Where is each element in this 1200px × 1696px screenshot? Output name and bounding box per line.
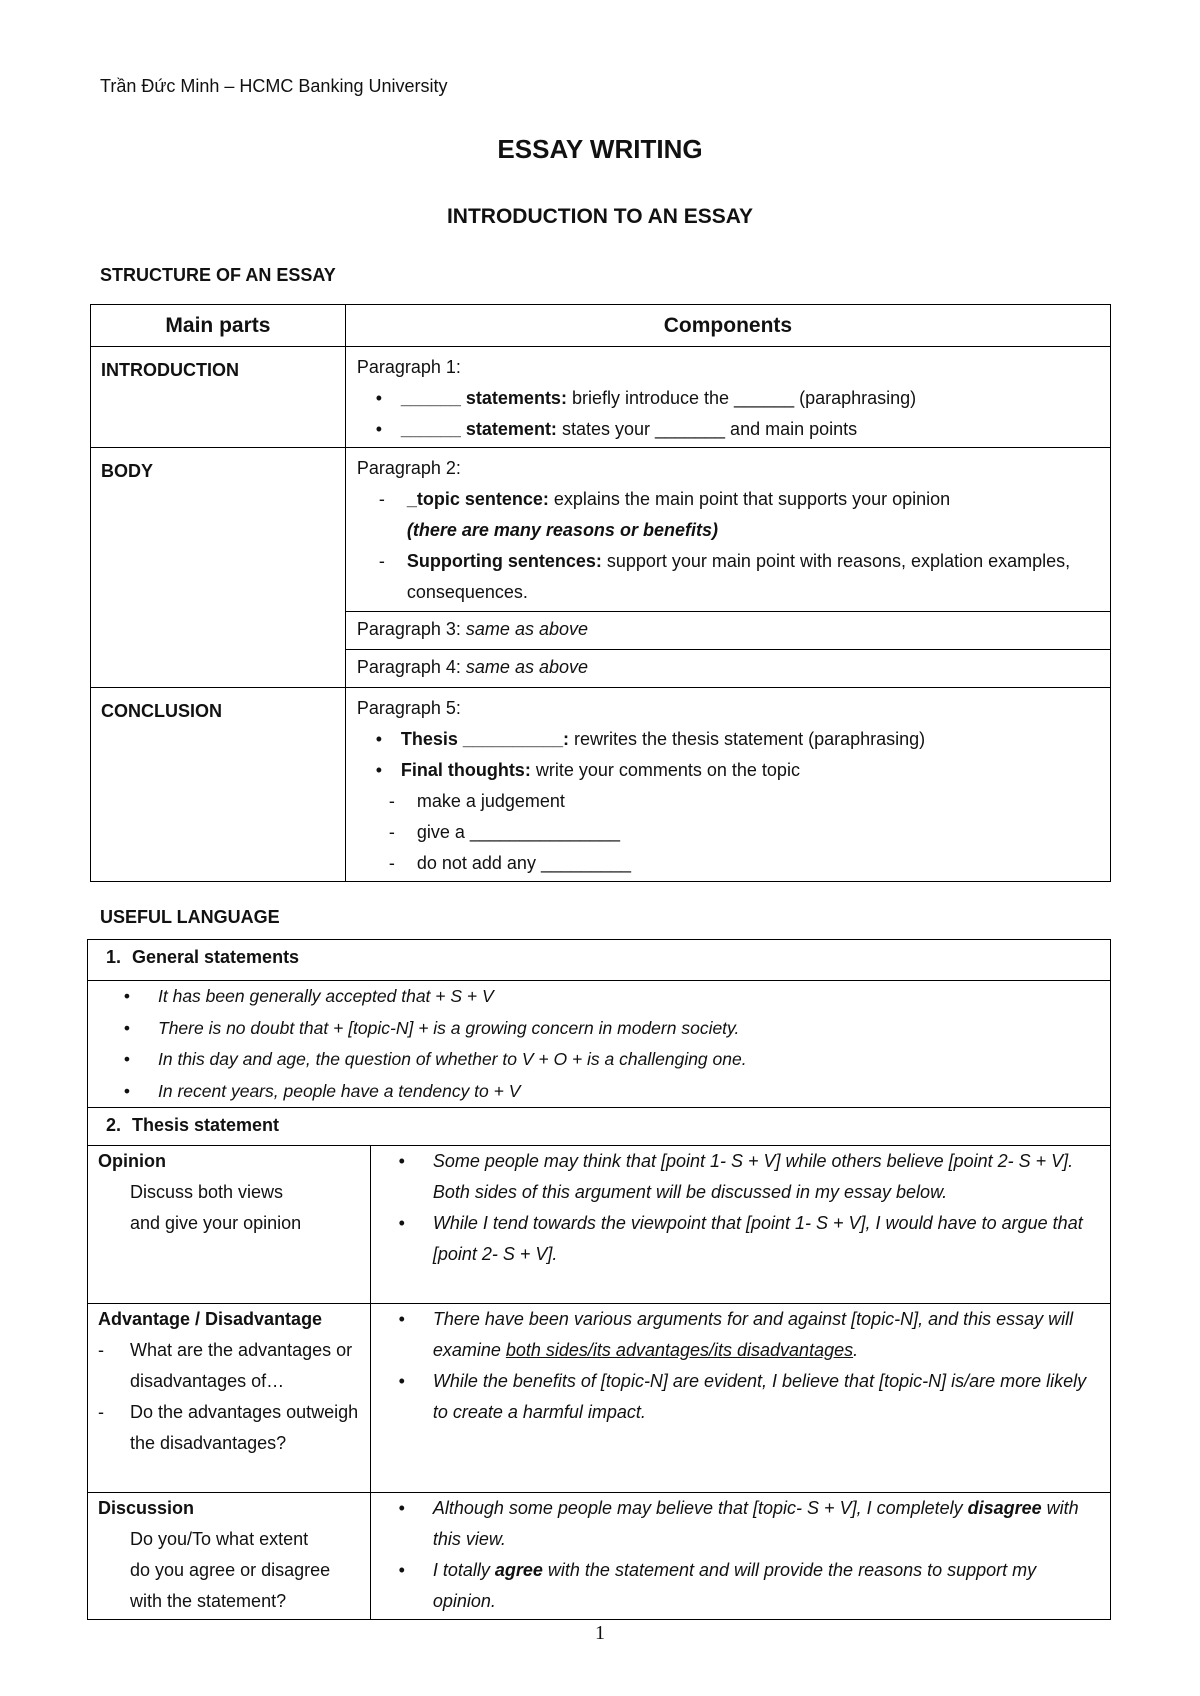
- useful-language-heading: USEFUL LANGUAGE: [100, 907, 280, 927]
- list-item: • ______ statements: briefly introduce the ______ (paraphrasing): [357, 383, 1100, 414]
- general-statements-list: [88, 981, 1111, 1108]
- list-item: - give a _______________: [357, 817, 1100, 848]
- opinion-label-cell: Opinion Discuss both views and give your opinion: [88, 1146, 371, 1304]
- part-body: BODY: [91, 448, 346, 688]
- dash-icon: -: [378, 489, 385, 509]
- dash-icon: -: [98, 1340, 104, 1360]
- structure-heading: STRUCTURE OF AN ESSAY: [100, 265, 336, 285]
- opinion-examples: [370, 1146, 1110, 1304]
- list-item: • Final thoughts: write your comments on the topic: [357, 755, 1100, 786]
- general-statements-header: 1. General statements: [88, 940, 1111, 981]
- bullet-icon: •: [123, 986, 131, 1006]
- list-item: • I totally agree with the statement and will provide the reasons to support my opinion.: [371, 1555, 1100, 1617]
- column-header-components: Components: [345, 305, 1110, 347]
- body-paragraph-2: [345, 448, 1110, 612]
- paragraph-label: Paragraph 2:: [356, 458, 461, 478]
- advantage-label-cell: Advantage / Disadvantage - What are the advantages or disadvantages of… - Do the advantages outweigh the disadvantages?: [88, 1304, 371, 1493]
- discussion-label-cell: Discussion Do you/To what extent do you agree or disagree with the statement?: [88, 1493, 371, 1620]
- list-item: • Although some people may believe that [topic- S + V], I completely disagree with this view.: [371, 1493, 1100, 1555]
- list-item: • Some people may think that [point 1- S + V] while others believe [point 2- S + V]. Both sides of this argument will be discussed in my essay below.: [371, 1146, 1100, 1208]
- list-item: • It has been generally accepted that + S + V: [96, 981, 1102, 1013]
- bullet-icon: •: [398, 1213, 405, 1233]
- bullet-icon: •: [398, 1309, 405, 1329]
- bullet-icon: •: [398, 1560, 405, 1580]
- list-item: • ______ statement: states your _______ and main points: [357, 414, 1100, 445]
- conclusion-components: [345, 688, 1110, 882]
- bullet-icon: •: [375, 419, 382, 439]
- list-item: • There have been various arguments for and against [topic-N], and this essay will examine both sides/its advantages/its disadvantages.: [371, 1304, 1100, 1366]
- dash-icon: -: [388, 791, 395, 811]
- bullet-icon: •: [375, 729, 382, 749]
- bullet-icon: •: [123, 1049, 131, 1069]
- part-conclusion: CONCLUSION: [91, 688, 346, 882]
- dash-icon: -: [98, 1402, 104, 1422]
- list-item: • Thesis __________: rewrites the thesis statement (paraphrasing): [357, 724, 1100, 755]
- bullet-icon: •: [375, 760, 382, 780]
- list-item: • There is no doubt that + [topic-N] + is a growing concern in modern society.: [96, 1013, 1102, 1045]
- dash-icon: -: [378, 551, 385, 571]
- column-header-main-parts: Main parts: [91, 305, 346, 347]
- dash-icon: -: [388, 822, 395, 842]
- thesis-statement-header: 2. Thesis statement: [88, 1108, 1111, 1146]
- header-author: Trần Đức Minh – HCMC Banking University: [100, 76, 448, 96]
- list-item: - make a judgement: [357, 786, 1100, 817]
- bullet-icon: •: [123, 1017, 131, 1038]
- bullet-icon: •: [123, 1080, 131, 1101]
- list-item: • While I tend towards the viewpoint that [point 1- S + V], I would have to argue that [point 2- S + V].: [371, 1208, 1100, 1270]
- bullet-icon: •: [398, 1498, 405, 1518]
- dash-icon: -: [388, 853, 395, 873]
- advantage-examples: [370, 1304, 1110, 1493]
- discussion-examples: [370, 1493, 1110, 1620]
- useful-language-table: [87, 939, 1111, 1620]
- list-item: • In recent years, people have a tendency to + V: [96, 1076, 1102, 1108]
- paragraph-label: Paragraph 1:: [356, 357, 461, 377]
- body-paragraph-4: Paragraph 4: same as above: [345, 650, 1110, 688]
- introduction-components: [345, 347, 1110, 448]
- page-number: 1: [595, 1622, 605, 1644]
- list-item: - Supporting sentences: support your main point with reasons, explation examples, consequences.: [357, 546, 1100, 608]
- structure-table: [90, 304, 1111, 882]
- body-paragraph-3: Paragraph 3: same as above: [345, 612, 1110, 650]
- list-item: • While the benefits of [topic-N] are evident, I believe that [topic-N] is/are more likely to create a harmful impact.: [371, 1366, 1100, 1428]
- bullet-icon: •: [398, 1371, 405, 1391]
- page-subtitle: INTRODUCTION TO AN ESSAY: [446, 205, 754, 228]
- part-introduction: INTRODUCTION: [91, 347, 346, 448]
- bullet-icon: •: [398, 1151, 405, 1171]
- paragraph-label: Paragraph 5:: [356, 698, 461, 718]
- list-item: - do not add any _________: [357, 848, 1100, 879]
- list-item: - _topic sentence: explains the main point that supports your opinion (there are many reasons or benefits): [357, 484, 1100, 546]
- bullet-icon: •: [375, 388, 382, 408]
- list-item: • In this day and age, the question of whether to V + O + is a challenging one.: [96, 1044, 1102, 1076]
- page-title: ESSAY WRITING: [497, 134, 703, 164]
